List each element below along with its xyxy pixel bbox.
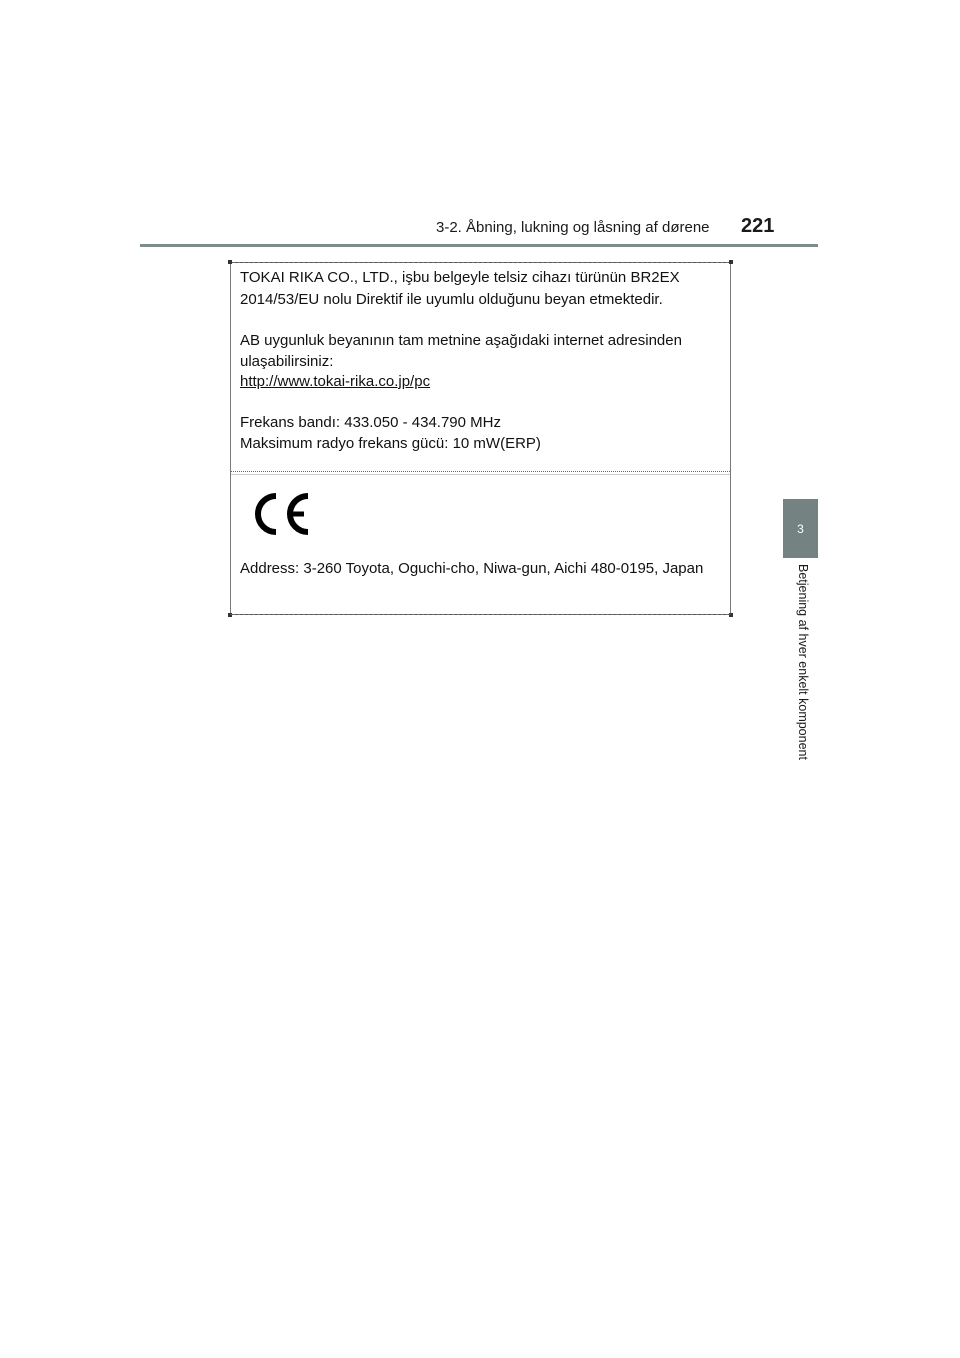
declaration-line-4: ulaşabilirsiniz: bbox=[240, 353, 334, 370]
section-divider bbox=[231, 471, 730, 475]
max-power: Maksimum radyo frekans gücü: 10 mW(ERP) bbox=[240, 435, 541, 452]
chapter-title: Betjening af hver enkelt komponent bbox=[796, 564, 810, 760]
declaration-text-section bbox=[231, 263, 730, 471]
frequency-band: Frekans bandı: 433.050 - 434.790 MHz bbox=[240, 414, 501, 431]
corner-mark bbox=[228, 613, 232, 617]
chapter-number: 3 bbox=[797, 521, 804, 536]
ce-mark-icon bbox=[248, 488, 312, 540]
declaration-box bbox=[230, 262, 731, 615]
chapter-tab bbox=[783, 499, 818, 558]
declaration-line-1: TOKAI RIKA CO., LTD., işbu belgeyle telsiz cihazı türünün BR2EX bbox=[240, 269, 680, 286]
header-rule bbox=[140, 244, 818, 247]
declaration-link[interactable]: http://www.tokai-rika.co.jp/pc bbox=[240, 373, 431, 390]
declaration-line-2: 2014/53/EU nolu Direktif ile uyumlu olduğunu beyan etmektedir. bbox=[240, 291, 663, 308]
manufacturer-address: Address: 3-260 Toyota, Oguchi-cho, Niwa-gun, Aichi 480-0195, Japan bbox=[240, 560, 704, 577]
page-number: 221 bbox=[741, 215, 775, 237]
declaration-line-3: AB uygunluk beyanının tam metnine aşağıdaki internet adresinden bbox=[240, 332, 682, 349]
section-title: 3-2. Åbning, lukning og låsning af dørene bbox=[436, 219, 710, 236]
corner-mark bbox=[729, 613, 733, 617]
